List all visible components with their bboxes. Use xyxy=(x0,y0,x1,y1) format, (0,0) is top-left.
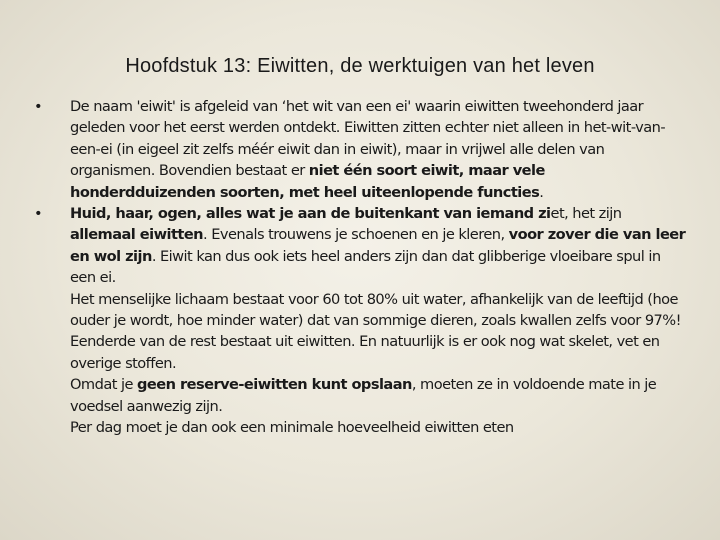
bold-text-run: geen reserve-eiwitten kunt opslaan xyxy=(137,376,412,394)
text-run: Per dag moet je dan ook een minimale hoeveelheid eiwitten eten xyxy=(70,419,514,437)
bullet-text-2 xyxy=(70,203,690,289)
text-run: Het menselijke lichaam bestaat voor 60 tot 80% uit water, afhankelijk van de leeftijd (hoe ouder je wordt, hoe minder water) dat van sommige dieren, zoals kwallen zelfs voor 97%! Eenderde van de rest bestaat uit eiwitten. En natuurlijk is er ook nog wat skelet, vet en overige stoffen. xyxy=(70,290,681,372)
bullet-item-1 xyxy=(30,96,690,203)
bullet-icon: • xyxy=(34,205,43,223)
bold-text-run: allemaal eiwitten xyxy=(70,226,204,244)
text-run: De naam 'eiwit' is afgeleid van ‘het wit van een ei' waarin eiwitten tweehonderd jaar geleden voor het eerst werden ontdekt. Eiwitten zitten echter niet alleen in het-wit-van-een-ei (in eigeel zit zelfs méér eiwit dan in eiwit), maar in vrijwel alle delen van organismen. Bovendien bestaat er xyxy=(70,98,666,180)
text-run: . xyxy=(539,183,544,201)
bullet-icon: • xyxy=(34,98,43,115)
text-run: , moeten ze in voldoende mate in je voedsel aanwezig zijn. xyxy=(70,376,657,415)
bold-text-run: Huid, haar, ogen, alles wat je aan de buitenkant van iemand zi xyxy=(70,205,551,223)
bold-text-run: voor zover die van leer en wol zijn xyxy=(70,226,686,265)
slide-title: Hoofdstuk 13: Eiwitten, de werktuigen van het leven xyxy=(125,55,595,77)
text-run: Omdat je xyxy=(70,376,137,394)
slide-body xyxy=(30,96,690,439)
paragraph-daily xyxy=(70,417,690,438)
bullet-list xyxy=(30,96,690,439)
bullet-text-1 xyxy=(70,98,665,201)
bullet-item-2 xyxy=(30,203,690,438)
text-run: . Evenals trouwens je schoenen en je kleren, xyxy=(203,226,509,244)
paragraph-reserve xyxy=(70,374,690,417)
bold-text-run: niet één soort eiwit, maar vele honderdduizenden soorten, met heel uiteenlopende functies xyxy=(70,162,545,201)
paragraph-water xyxy=(70,289,690,375)
text-run: . Eiwit kan dus ook iets heel anders zijn dan dat glibberige vloeibare spul in een ei. xyxy=(70,247,661,287)
text-run: et, het zijn xyxy=(550,205,622,223)
